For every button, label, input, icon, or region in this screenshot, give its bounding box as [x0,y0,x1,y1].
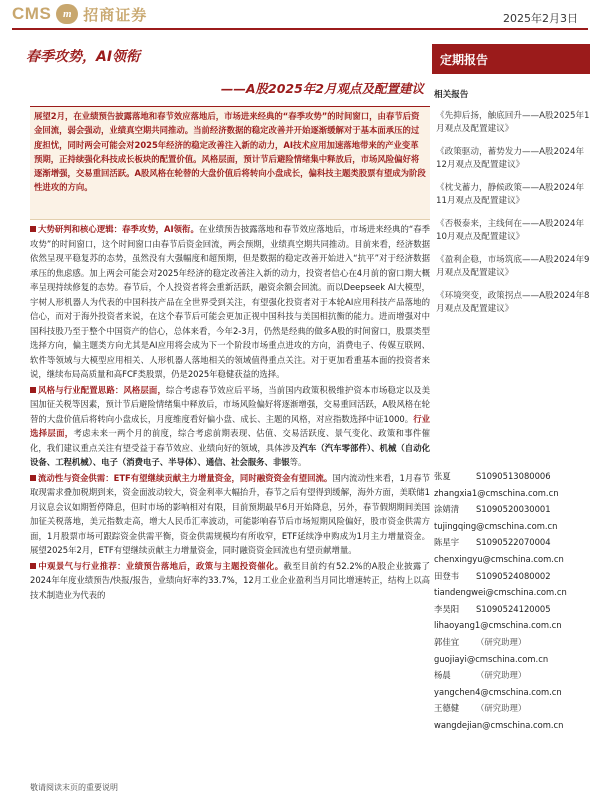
bullet-icon [30,563,36,569]
analyst-name: 李昊阳 [434,603,460,614]
company-logo [12,4,147,24]
summary-box: 展望2月，在业绩预告披露落地和春节效应落地后，市场进来经典的“春季攻势”的时间窗口，由春节后资金回流，弱会强动，业绩真空期共同推动。当前经济数据的稳定改善并开始逐渐缓解对于基本面承压的过度担忧，同时两会可能会对2025年经济的稳定改善注入新的动力，AI技术应用加速落地带来的产业变革预期，正持续强化科技成长板块的配置价值。风格层面，预计节后避险情绪集中释放后，市场风险偏好将逐渐增强，交易重回活跃。A股风格在轮替的大盘价值后将转向小盘成长，偏科技主题类股票有望成为阶段性进攻的方向。 [30,106,430,220]
paragraph-market-outlook [30,222,430,382]
para-text: 在业绩预告披露落地和春节效应落地后，市场进来经典的“春季攻势”的时间窗口，这个时间窗口由春节后资金回流，两会预期，业绩真空期共同推动。目前来看，经济数据依然呈现平稳复苏的态势，虽然没有大强幅度和超预期，但是数据的稳定改善开始进入“抗平”对于经济数据承压的焦虑感。加上两会可能会对2025年经济的稳定改善注入新的动力，投资者信心在4月前的窗口期大概率呈现持续修复的态势。春节后，个人投资者将会重新活跃，融资余额会回流。而以Deepseek AI大模型，宇树人形机器人为代表的中国科技产品在全世界受到关注，有望强化投资者对于本轮AI应用科技产品落地的信心，而对于海外投资者来说，在这个春节后可能会更加正视中国科技与美国相抗衡的能力。进而增强对中国科技股乃至于整个中国资产的信心，总体来看，今年2-3月，仍然是经典的做多A股的时间窗口，股票类型选择方向，偏主题类方向尤其是AI应用将会成为下一个阶段市场重点进攻的方向，消费电子、传媒互联网、软件等领域与大模型应用相关、人形机器人落地相关的领域值得重点关注。对于更加看重基本面的投资者来说，继续布局高质量和高FCF类股票，仍是2025年稳健获益的选择。 [30,224,430,379]
related-report-link[interactable]: 《政策驱动，蓄势发力——A股2024年12月观点及配置建议》 [436,147,585,170]
analyst-name-row [434,534,590,551]
analyst-name-row [434,634,590,651]
logo-text: CMS [12,4,52,23]
analyst-name: 王德健 [434,703,460,714]
para-lead: 风格与行业配置思路：风格层面， [38,384,166,395]
para-lead: 大势研判和核心逻辑：春季攻势，AI领衔。 [38,224,199,234]
para-lead: 中观景气与行业推荐：业绩预告落地后，政策与主题投资催化。 [38,560,284,571]
bullet-icon [30,226,36,232]
analyst-contacts [434,468,590,734]
analyst-name-row [434,568,590,585]
analyst-name: 杨晨 [434,670,451,681]
sub-title: ——A股2025年2月观点及配置建议 [220,81,424,96]
analyst-name-row [434,601,590,618]
analyst-name: 田登韦 [434,570,460,581]
para-text: 考虑未来一两个月的前度，综合考虑前期表现、估值、交易活跃度、景气变化、政策和事件催化，我们建议重点关注有望受益于春节效应、业绩向好的领域，具体涉及 [30,428,430,453]
analyst-email[interactable]: wangdejian@cmschina.com.cn [434,719,564,730]
report-body [30,222,430,774]
para-text: 等。 [289,457,307,467]
related-report-link[interactable]: 《盈利企稳，市场筑底——A股2024年9月观点及配置建议》 [436,255,590,278]
main-title: 春季攻势，AI领衔 [26,49,141,65]
analyst-role: （研究助理） [476,703,527,714]
report-type-banner: 定期报告 [432,44,590,74]
analyst-name-row [434,700,590,717]
bullet-icon [30,475,36,481]
analyst-name: 张夏 [434,471,451,481]
analyst-email[interactable]: guojiayi@cmschina.com.cn [434,653,549,664]
analyst-name: 涂婧清 [434,504,460,515]
recommended-sectors: 汽车（汽车零部件）、机械（自动化设备、工程机械）、电子（消费电子、半导体）、通信、社会服务、非银 [30,442,430,467]
paragraph-sector-prosperity [30,559,430,603]
related-reports-sidebar [436,88,592,326]
analyst-id: S1090522070004 [476,537,551,548]
analyst-id: S1090513080006 [476,471,551,481]
analyst-email[interactable]: tiandengwei@cmschina.com.cn [434,587,567,598]
analyst-name: 陈星宇 [434,537,460,548]
analyst-name-row [434,501,590,518]
analyst-email[interactable]: tujingqing@cmschina.com.cn [434,520,558,531]
analyst-name-row [434,667,590,684]
related-reports-label: 相关报告 [434,90,469,100]
paragraph-style-sector [30,383,430,470]
analyst-name-row [434,468,590,485]
analyst-email[interactable]: lihaoyang1@cmschina.com.cn [434,620,562,631]
analyst-name: 郭佳宜 [434,636,460,647]
analyst-role: （研究助理） [476,636,527,647]
para-text: 国内流动性来看，1月春节取现需求叠加税期到来，资金面波动较大，资金利率大幅抬升，春节之后有望得到缓解，海外方面，美联储1月议息会议如期暂停降息，但时市场的影响相对有限，目前预期最早6月开始降息，另外，春节假期期间美国加征关税落地，美元指数走高，增大人民币汇率波动，可能影响春节后市场短期风险偏好，股市资金供需方面，1月股票市场可跟踪资金供需平衡，资金供需规模均有所收窄，ETF延续净申购成为1月主力增量资金。展望2025年2月，ETF有望继续贡献主力增量资金，同时融资资金回流也有望贡献增量。 [30,472,430,555]
logo-mark-icon: m [56,4,78,24]
bullet-icon [30,387,36,393]
title-block [26,46,430,97]
paragraph-liquidity [30,471,430,558]
related-report-link[interactable]: 《先抑后扬，触底回升——A股2025年1月观点及配置建议》 [436,111,590,134]
analyst-id: S1090524080002 [476,570,551,581]
para-text: 综合考虑春节效应后平场，当前国内政策积极维护资本市场稳定以及美国加征关税等因素，预计节后避险情绪集中释放后，市场风险偏好将逐渐增强，交易重回活跃，A股风格在轮替的大盘价值后将转向小盘成长，月度维度看好偏小盘、成长、主题的风格，对应指数选择中证1000。 [30,384,430,424]
header-divider [12,28,588,30]
analyst-id: S1090524120005 [476,603,551,614]
logo-chinese-name: 招商证券 [83,5,148,24]
related-report-link[interactable]: 《否极泰来，主线何在——A股2024年10月观点及配置建议》 [436,219,585,242]
footer-disclaimer: 敬请阅读末页的重要说明 [30,783,118,792]
para-lead: 流动性与资金供需：ETF有望继续贡献主力增量资金，同时融资资金有望回流。 [38,472,333,483]
analyst-email[interactable]: yangchen4@cmschina.com.cn [434,686,562,697]
analyst-id: S1090520030001 [476,504,551,515]
page-header [0,0,600,32]
analyst-email[interactable]: chenxingyu@cmschina.com.cn [434,553,564,564]
related-report-link[interactable]: 《环境突变，政策拐点——A股2024年8月观点及配置建议》 [436,291,590,314]
report-date: 2025年2月3日 [503,12,578,25]
analyst-role: （研究助理） [476,670,527,681]
related-report-link[interactable]: 《枕戈蓄力，静候政策——A股2024年11月观点及配置建议》 [436,183,585,206]
analyst-email[interactable]: zhangxia1@cmschina.com.cn [434,487,559,498]
para-lead-secondary: 行业选择层面， [30,413,430,438]
para-text: 截至目前约有52.2%的A股企业披露了2024年年度业绩预告/快报/报告，业绩向好率约33.7%，12月工业企业盈利当月同比增速转正，结构上以高技术制造业为代表的 [30,560,430,600]
